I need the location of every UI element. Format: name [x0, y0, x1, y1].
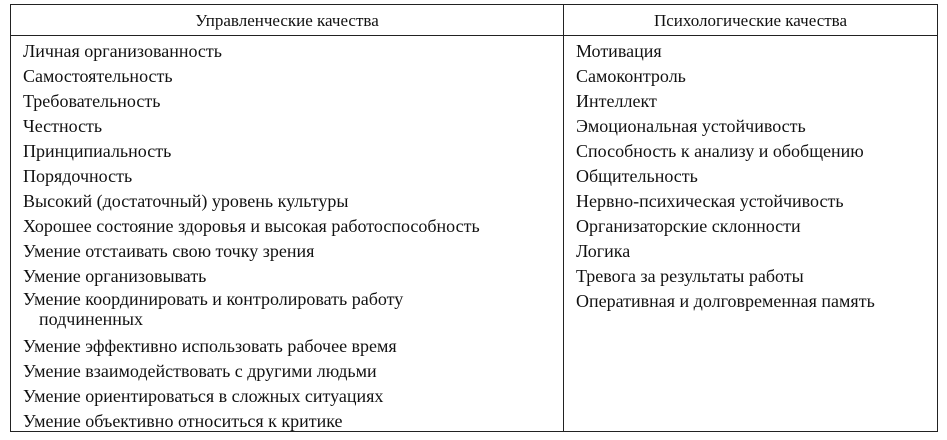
list-item: Требовательность — [23, 91, 161, 111]
list-item — [23, 289, 558, 334]
list-item: Тревога за результаты работы — [576, 266, 804, 286]
list-item: Нервно-психическая устойчивость — [576, 191, 844, 211]
list-item: Умение объективно относиться к критике — [23, 411, 343, 431]
list-item: Хорошее состояние здоровья и высокая работоспособность — [23, 216, 480, 236]
list-item: Честность — [23, 116, 103, 136]
list-item: Эмоциональная устойчивость — [576, 116, 806, 136]
list-item: Умение отстаивать свою точку зрения — [23, 241, 315, 261]
list-item: Порядочность — [23, 166, 133, 186]
list-item: Организаторские склонности — [576, 216, 801, 236]
list-item: Интеллект — [576, 91, 657, 111]
list-item: Самоконтроль — [576, 66, 686, 86]
list-item: Умение организовывать — [23, 266, 207, 286]
list-item: Мотивация — [576, 41, 662, 61]
list-item: Умение ориентироваться в сложных ситуациях — [23, 386, 384, 406]
list-item: Способность к анализу и обобщению — [576, 141, 864, 161]
list-item: Логика — [576, 241, 631, 261]
list-item-continuation: подчиненных — [39, 309, 143, 329]
column-divider — [563, 5, 564, 431]
list-item: Личная организованность — [23, 41, 222, 61]
list-item: Умение эффективно использовать рабочее время — [23, 336, 397, 356]
list-item: Принципиальность — [23, 141, 172, 161]
list-item-line: Умение координировать и контролировать работу — [23, 289, 404, 309]
qualities-table — [10, 4, 938, 432]
list-item: Высокий (достаточный) уровень культуры — [23, 191, 349, 211]
header-psychological-qualities: Психологические качества — [653, 11, 848, 30]
table-header-row — [11, 5, 937, 36]
list-item: Умение взаимодействовать с другими людьми — [23, 361, 377, 381]
list-item: Общительность — [576, 166, 698, 186]
managerial-qualities-list — [23, 39, 558, 434]
header-managerial-qualities: Управленческие качества — [195, 11, 379, 30]
psychological-qualities-list — [576, 39, 932, 314]
list-item: Оперативная и долговременная память — [576, 291, 875, 311]
list-item: Самостоятельность — [23, 66, 173, 86]
